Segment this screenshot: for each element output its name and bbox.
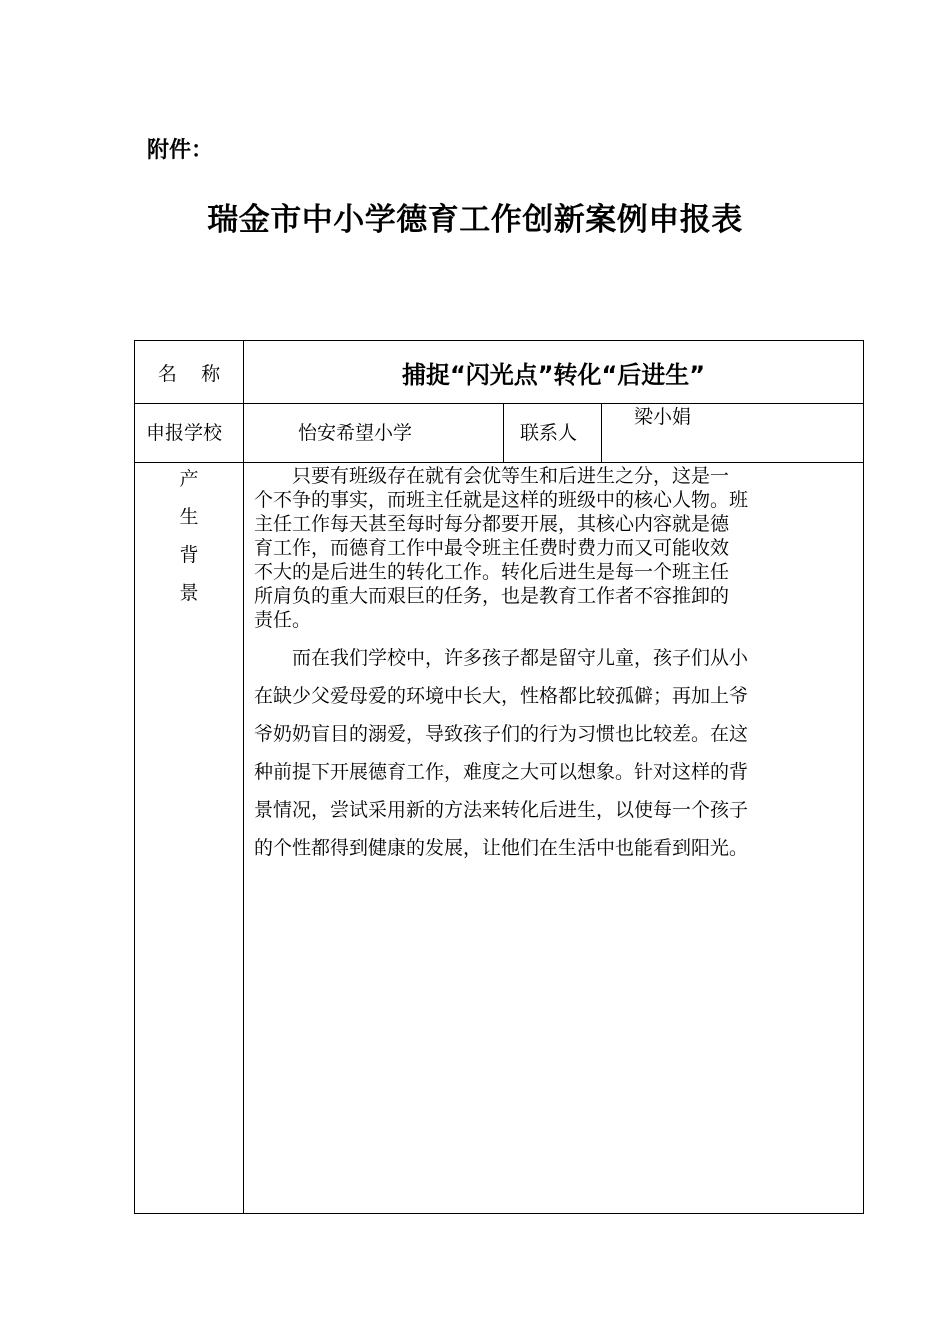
text-line: 只要有班级存在就有会优等生和后进生之分，这是一 bbox=[254, 465, 730, 487]
text-line: 个不争的事实，而班主任就是这样的班级中的核心人物。班 bbox=[254, 489, 749, 511]
text-line: 在缺少父爱母爱的环境中长大，性格都比较孤僻；再加上爷 bbox=[254, 685, 749, 707]
text-line: 而在我们学校中，许多孩子都是留守儿童，孩子们从小 bbox=[254, 647, 749, 669]
label-column-divider bbox=[243, 340, 244, 1214]
name-label-cell bbox=[135, 341, 243, 403]
school-value: 怡安希望小学 bbox=[298, 422, 413, 444]
text-line: 不大的是后进生的转化工作。转化后进生是每一个班主任 bbox=[254, 561, 730, 583]
contact-label: 联系人 bbox=[520, 422, 578, 444]
background-label-char: 景 bbox=[179, 582, 199, 604]
background-paragraph-2 bbox=[254, 639, 856, 867]
background-paragraph-1 bbox=[254, 464, 856, 632]
background-label-char: 生 bbox=[179, 506, 199, 528]
background-label bbox=[135, 466, 243, 618]
text-line: 责任。 bbox=[254, 609, 312, 631]
text-line: 种前提下开展德育工作，难度之大可以想象。针对这样的背 bbox=[254, 761, 749, 783]
contact-label-divider-right bbox=[601, 403, 602, 462]
text-line: 爷奶奶盲目的溺爱，导致孩子们的行为习惯也比较差。在这 bbox=[254, 723, 749, 745]
text-line: 的个性都得到健康的发展，让他们在生活中也能看到阳光。 bbox=[254, 837, 749, 859]
school-label: 申报学校 bbox=[146, 422, 223, 444]
contact-label-divider-left bbox=[503, 403, 504, 462]
text-line: 育工作，而德育工作中最令班主任费时费力而又可能收效 bbox=[254, 537, 730, 559]
text-line: 所肩负的重大而艰巨的任务，也是教育工作者不容推卸的 bbox=[254, 585, 730, 607]
case-title: 捕捉“闪光点”转化“后进生” bbox=[401, 360, 706, 389]
background-label-char: 背 bbox=[179, 544, 199, 566]
contact-value: 梁小娟 bbox=[634, 406, 692, 428]
text-line: 主任工作每天甚至每时每分都要开展，其核心内容就是德 bbox=[254, 513, 730, 535]
background-label-char: 产 bbox=[179, 468, 199, 490]
attachment-label: 附件： bbox=[147, 138, 214, 163]
document-title: 瑞金市中小学德育工作创新案例申报表 bbox=[207, 202, 743, 238]
text-line: 景情况，尝试采用新的方法来转化后进生，以使每一个孩子 bbox=[254, 799, 749, 821]
name-label: 名 称 bbox=[157, 362, 221, 385]
